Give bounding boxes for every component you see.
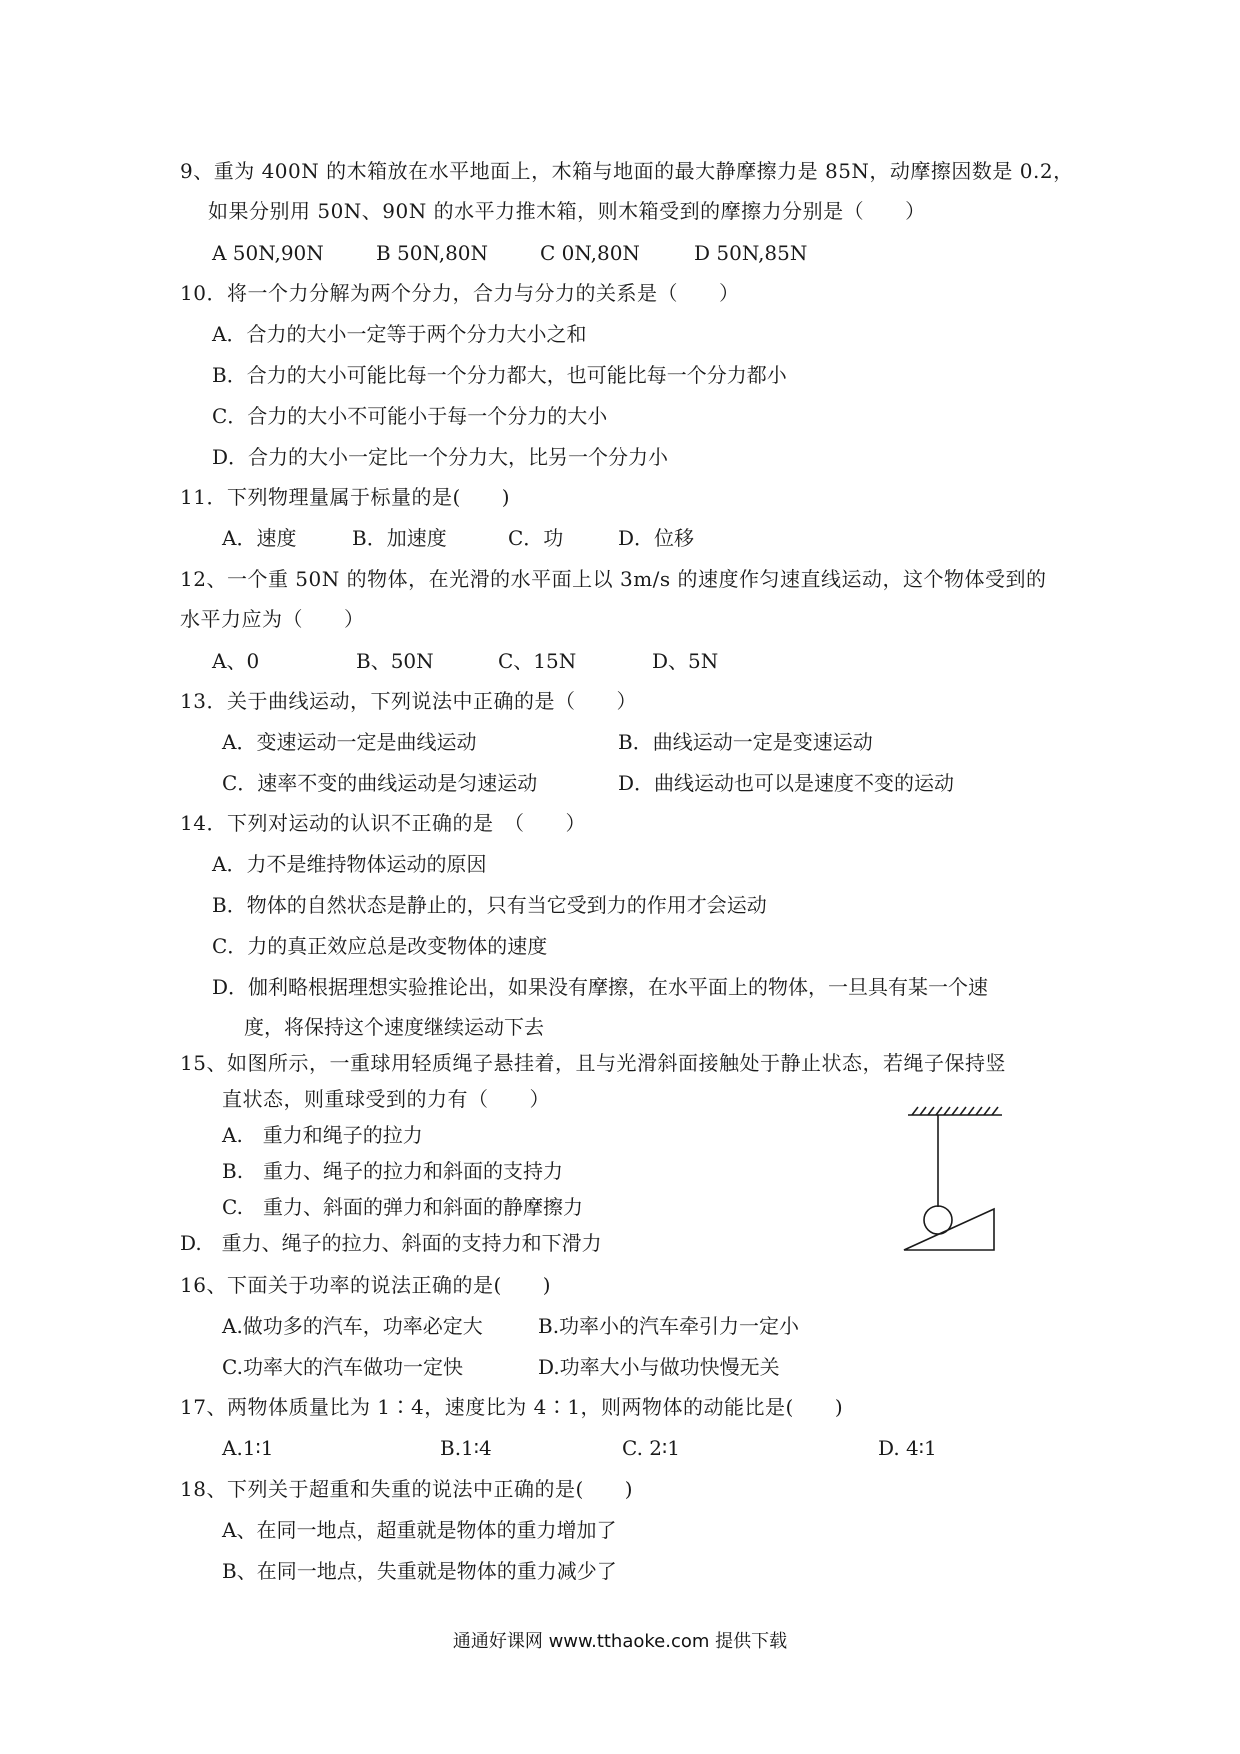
q15-option-a: A. 重力和绳子的拉力: [222, 1123, 423, 1147]
ceiling-hatch: [912, 1107, 998, 1115]
q16-option-b: B.功率小的汽车牵引力一定小: [538, 1314, 800, 1338]
q10-option-b: B．合力的大小可能比每一个分力都大，也可能比每一个分力都小: [212, 363, 787, 387]
q15-stem-line1: 15、如图所示，一重球用轻质绳子悬挂着，且与光滑斜面接触处于静止状态，若绳子保持竖: [180, 1051, 1006, 1075]
q9-option-c: C 0N,80N: [540, 241, 640, 265]
q12-option-b: B、50N: [356, 649, 434, 673]
q18-option-b: B、在同一地点，失重就是物体的重力减少了: [222, 1559, 617, 1583]
q13-option-b: B．曲线运动一定是变速运动: [618, 730, 873, 754]
q17-option-d: D. 4∶1: [878, 1436, 937, 1460]
q14-option-b: B．物体的自然状态是静止的，只有当它受到力的作用才会运动: [212, 893, 767, 917]
q13-option-a: A．变速运动一定是曲线运动: [222, 730, 477, 754]
q9-option-a: A 50N,90N: [212, 241, 324, 265]
q15-option-b: B. 重力、绳子的拉力和斜面的支持力: [222, 1159, 564, 1183]
q18-option-a: A、在同一地点，超重就是物体的重力增加了: [222, 1518, 617, 1542]
footer-download-note: 通通好课网 www.tthaoke.com 提供下载: [452, 1631, 788, 1652]
q14-option-c: C．力的真正效应总是改变物体的速度: [212, 934, 548, 958]
q11-option-d: D．位移: [618, 526, 695, 550]
q12-option-a: A、0: [212, 649, 260, 673]
q12-stem-line1: 12、一个重 50N 的物体，在光滑的水平面上以 3m/s 的速度作匀速直线运动，这个物体受到的: [180, 567, 1047, 591]
hanging-ball-incline-figure: [900, 1105, 1010, 1255]
q17-stem: 17、两物体质量比为 1∶4，速度比为 4∶1，则两物体的动能比是( ): [180, 1395, 844, 1419]
q10-option-a: A．合力的大小一定等于两个分力大小之和: [212, 322, 587, 346]
q14-stem: 14．下列对运动的认识不正确的是 （ ）: [180, 811, 586, 835]
q14-option-d-line2: 度，将保持这个速度继续运动下去: [244, 1015, 544, 1039]
q14-option-d-line1: D．伽利略根据理想实验推论出，如果没有摩擦，在水平面上的物体，一旦具有某一个速: [212, 975, 989, 999]
q13-option-d: D．曲线运动也可以是速度不变的运动: [618, 771, 955, 795]
q11-option-c: C．功: [508, 526, 564, 550]
q10-option-d: D．合力的大小一定比一个分力大，比另一个分力小: [212, 445, 669, 469]
q15-option-d: D. 重力、绳子的拉力、斜面的支持力和下滑力: [180, 1231, 602, 1255]
q9-option-b: B 50N,80N: [376, 241, 489, 265]
q9-option-d: D 50N,85N: [694, 241, 808, 265]
q17-option-a: A.1∶1: [222, 1436, 274, 1460]
q15-option-c: C. 重力、斜面的弹力和斜面的静摩擦力: [222, 1195, 583, 1219]
q14-option-a: A．力不是维持物体运动的原因: [212, 852, 487, 876]
q10-option-c: C．合力的大小不可能小于每一个分力的大小: [212, 404, 608, 428]
q16-stem: 16、下面关于功率的说法正确的是( ): [180, 1273, 552, 1297]
q11-stem: 11．下列物理量属于标量的是( ): [180, 485, 511, 509]
q12-stem-line2: 水平力应为（ ）: [180, 607, 365, 631]
incline: [904, 1209, 994, 1250]
q13-option-c: C．速率不变的曲线运动是匀速运动: [222, 771, 538, 795]
q11-option-b: B．加速度: [352, 526, 447, 550]
q15-stem-line2: 直状态，则重球受到的力有（ ）: [222, 1087, 550, 1111]
q11-option-a: A．速度: [222, 526, 297, 550]
q12-option-d: D、5N: [652, 649, 719, 673]
q18-stem: 18、下列关于超重和失重的说法中正确的是( ): [180, 1477, 634, 1501]
q17-option-b: B.1∶4: [440, 1436, 492, 1460]
q9-stem-line1: 9、重为 400N 的木箱放在水平地面上，木箱与地面的最大静摩擦力是 85N，动摩擦因数是 0.2，: [180, 159, 1074, 183]
q10-stem: 10．将一个力分解为两个分力，合力与分力的关系是（ ）: [180, 281, 740, 305]
q16-option-c: C.功率大的汽车做功一定快: [222, 1355, 463, 1379]
q9-stem-line2: 如果分别用 50N、90N 的水平力推木箱，则木箱受到的摩擦力分别是（ ）: [208, 199, 926, 223]
q12-option-c: C、15N: [498, 649, 577, 673]
q17-option-c: C. 2∶1: [622, 1436, 680, 1460]
q13-stem: 13．关于曲线运动，下列说法中正确的是（ ）: [180, 689, 637, 713]
q16-option-a: A.做功多的汽车，功率必定大: [222, 1314, 483, 1338]
q16-option-d: D.功率大小与做功快慢无关: [538, 1355, 780, 1379]
